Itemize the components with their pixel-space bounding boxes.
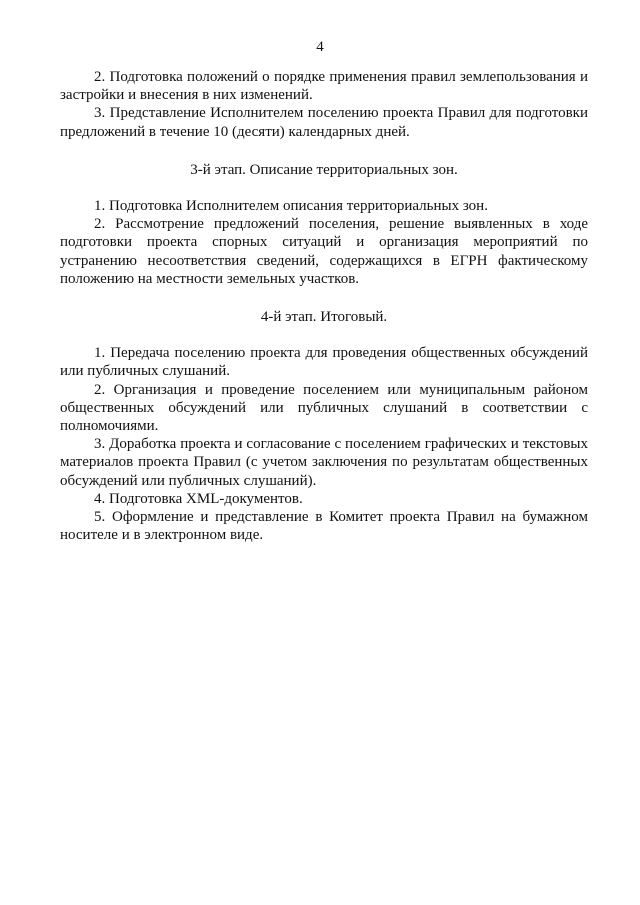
list-item: 4. Подготовка XML-документов. xyxy=(94,490,303,507)
list-item: 2. Подготовка положений о порядке применения правил землепользования и застройки и внесения в них изменений. xyxy=(60,69,588,104)
section-heading-stage-4: 4-й этап. Итоговый. xyxy=(260,309,388,326)
list-item: 1. Подготовка Исполнителем описания территориальных зон. xyxy=(94,198,488,215)
list-item: 5. Оформление и представление в Комитет проекта Правил на бумажном носителе и в электронном виде. xyxy=(60,509,588,544)
list-item: 3. Представление Исполнителем поселению проекта Правил для подготовки предложений в течение 10 (десяти) календарных дней. xyxy=(60,105,588,140)
list-item: 1. Передача поселению проекта для проведения общественных обсуждений или публичных слушаний. xyxy=(60,345,588,380)
list-item: 3. Доработка проекта и согласование с поселением графических и текстовых материалов проекта Правил (с учетом заключения по результатам общественных обсуждений или публичных слушаний). xyxy=(60,436,588,489)
page-number: 4 xyxy=(316,39,324,55)
list-item: 2. Рассмотрение предложений поселения, решение выявленных в ходе подготовки проекта спорных ситуаций и организация мероприятий по устранению несоответствия сведений, содержащихся в ЕГРН фактическому положению на местности земельных участков. xyxy=(60,216,588,287)
list-item: 2. Организация и проведение поселением или муниципальным районом общественных обсуждений или публичных слушаний в соответствии с полномочиями. xyxy=(60,381,588,435)
section-heading-stage-3: 3-й этап. Описание территориальных зон. xyxy=(190,161,458,178)
document-body xyxy=(60,68,588,544)
